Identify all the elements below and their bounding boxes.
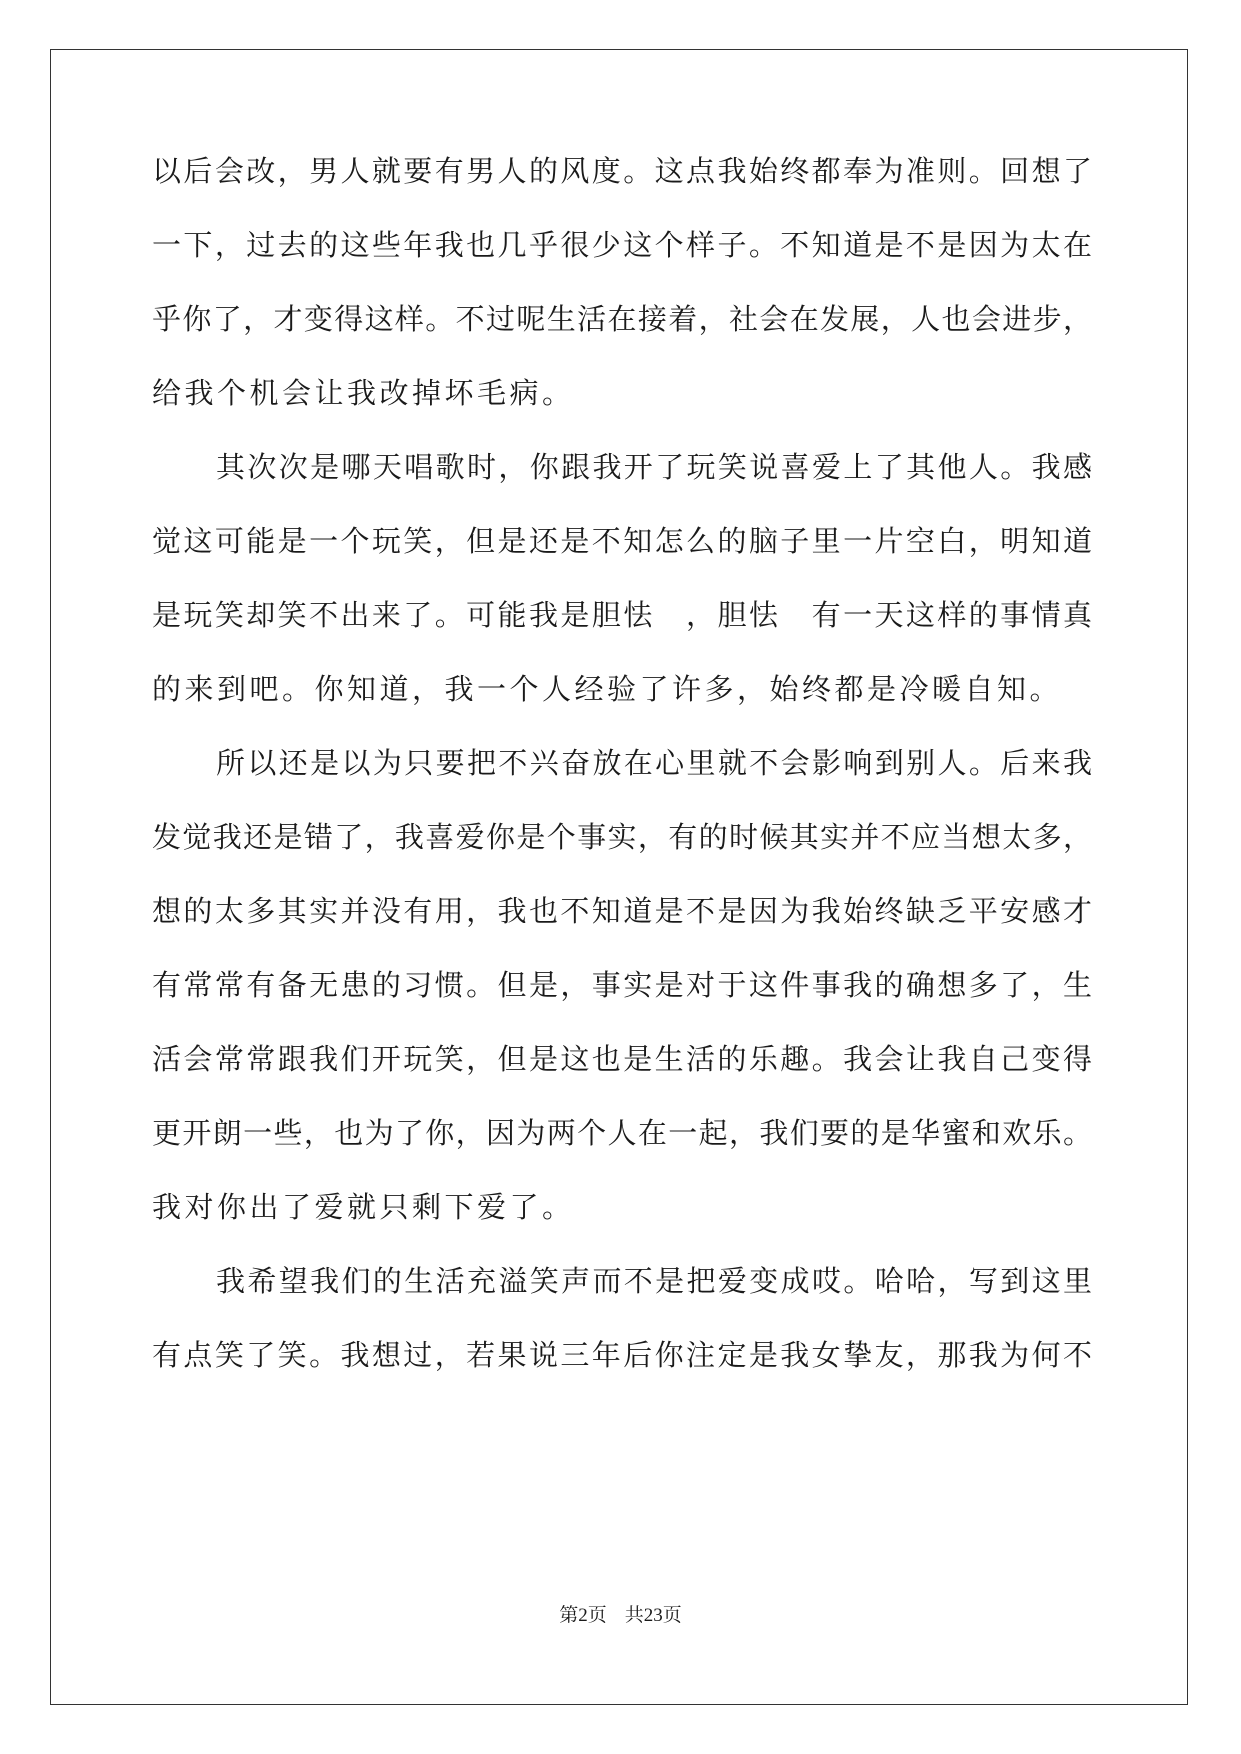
text-line: 乎你了，才变得这样。不过呢生活在接着，社会在发展，人也会进步，: [152, 302, 1092, 336]
text-line: 想的太多其实并没有用，我也不知道是不是因为我始终缺乏平安感才: [152, 894, 1092, 928]
text-line: 更开朗一些，也为了你，因为两个人在一起，我们要的是华蜜和欢乐。: [152, 1116, 1092, 1150]
text-line: 所以还是以为只要把不兴奋放在心里就不会影响到别人。后来我: [216, 746, 1092, 780]
page-border: [50, 49, 1188, 1705]
page-footer: [0, 1604, 1241, 1628]
text-line: 是玩笑却笑不出来了。可能我是胆怯 ，胆怯 有一天这样的事情真: [152, 598, 1092, 632]
page-number-current: 第2页: [559, 1605, 607, 1626]
text-line: 有常常有备无患的习惯。但是，事实是对于这件事我的确想多了，生: [152, 968, 1092, 1002]
text-line: 发觉我还是错了，我喜爱你是个事实，有的时候其实并不应当想太多，: [152, 820, 1092, 854]
text-line: 的来到吧。你知道，我一个人经验了许多，始终都是冷暖自知。: [152, 672, 1063, 706]
text-line: 以后会改，男人就要有男人的风度。这点我始终都奉为准则。回想了: [152, 154, 1092, 188]
page-number-total: 共23页: [624, 1605, 682, 1626]
text-line: 活会常常跟我们开玩笑，但是这也是生活的乐趣。我会让我自己变得: [152, 1042, 1092, 1076]
text-line: 我对你出了爱就只剩下爱了。: [152, 1190, 575, 1224]
text-line: 有点笑了笑。我想过，若果说三年后你注定是我女挚友，那我为何不: [152, 1338, 1092, 1372]
text-line: 其次次是哪天唱歌时，你跟我开了玩笑说喜爱上了其他人。我感: [216, 450, 1092, 484]
text-line: 给我个机会让我改掉坏毛病。: [152, 376, 575, 410]
text-line: 觉这可能是一个玩笑，但是还是不知怎么的脑子里一片空白，明知道: [152, 524, 1092, 558]
text-line: 一下，过去的这些年我也几乎很少这个样子。不知道是不是因为太在: [152, 228, 1092, 262]
text-line: 我希望我们的生活充溢笑声而不是把爱变成哎。哈哈，写到这里: [216, 1264, 1092, 1298]
